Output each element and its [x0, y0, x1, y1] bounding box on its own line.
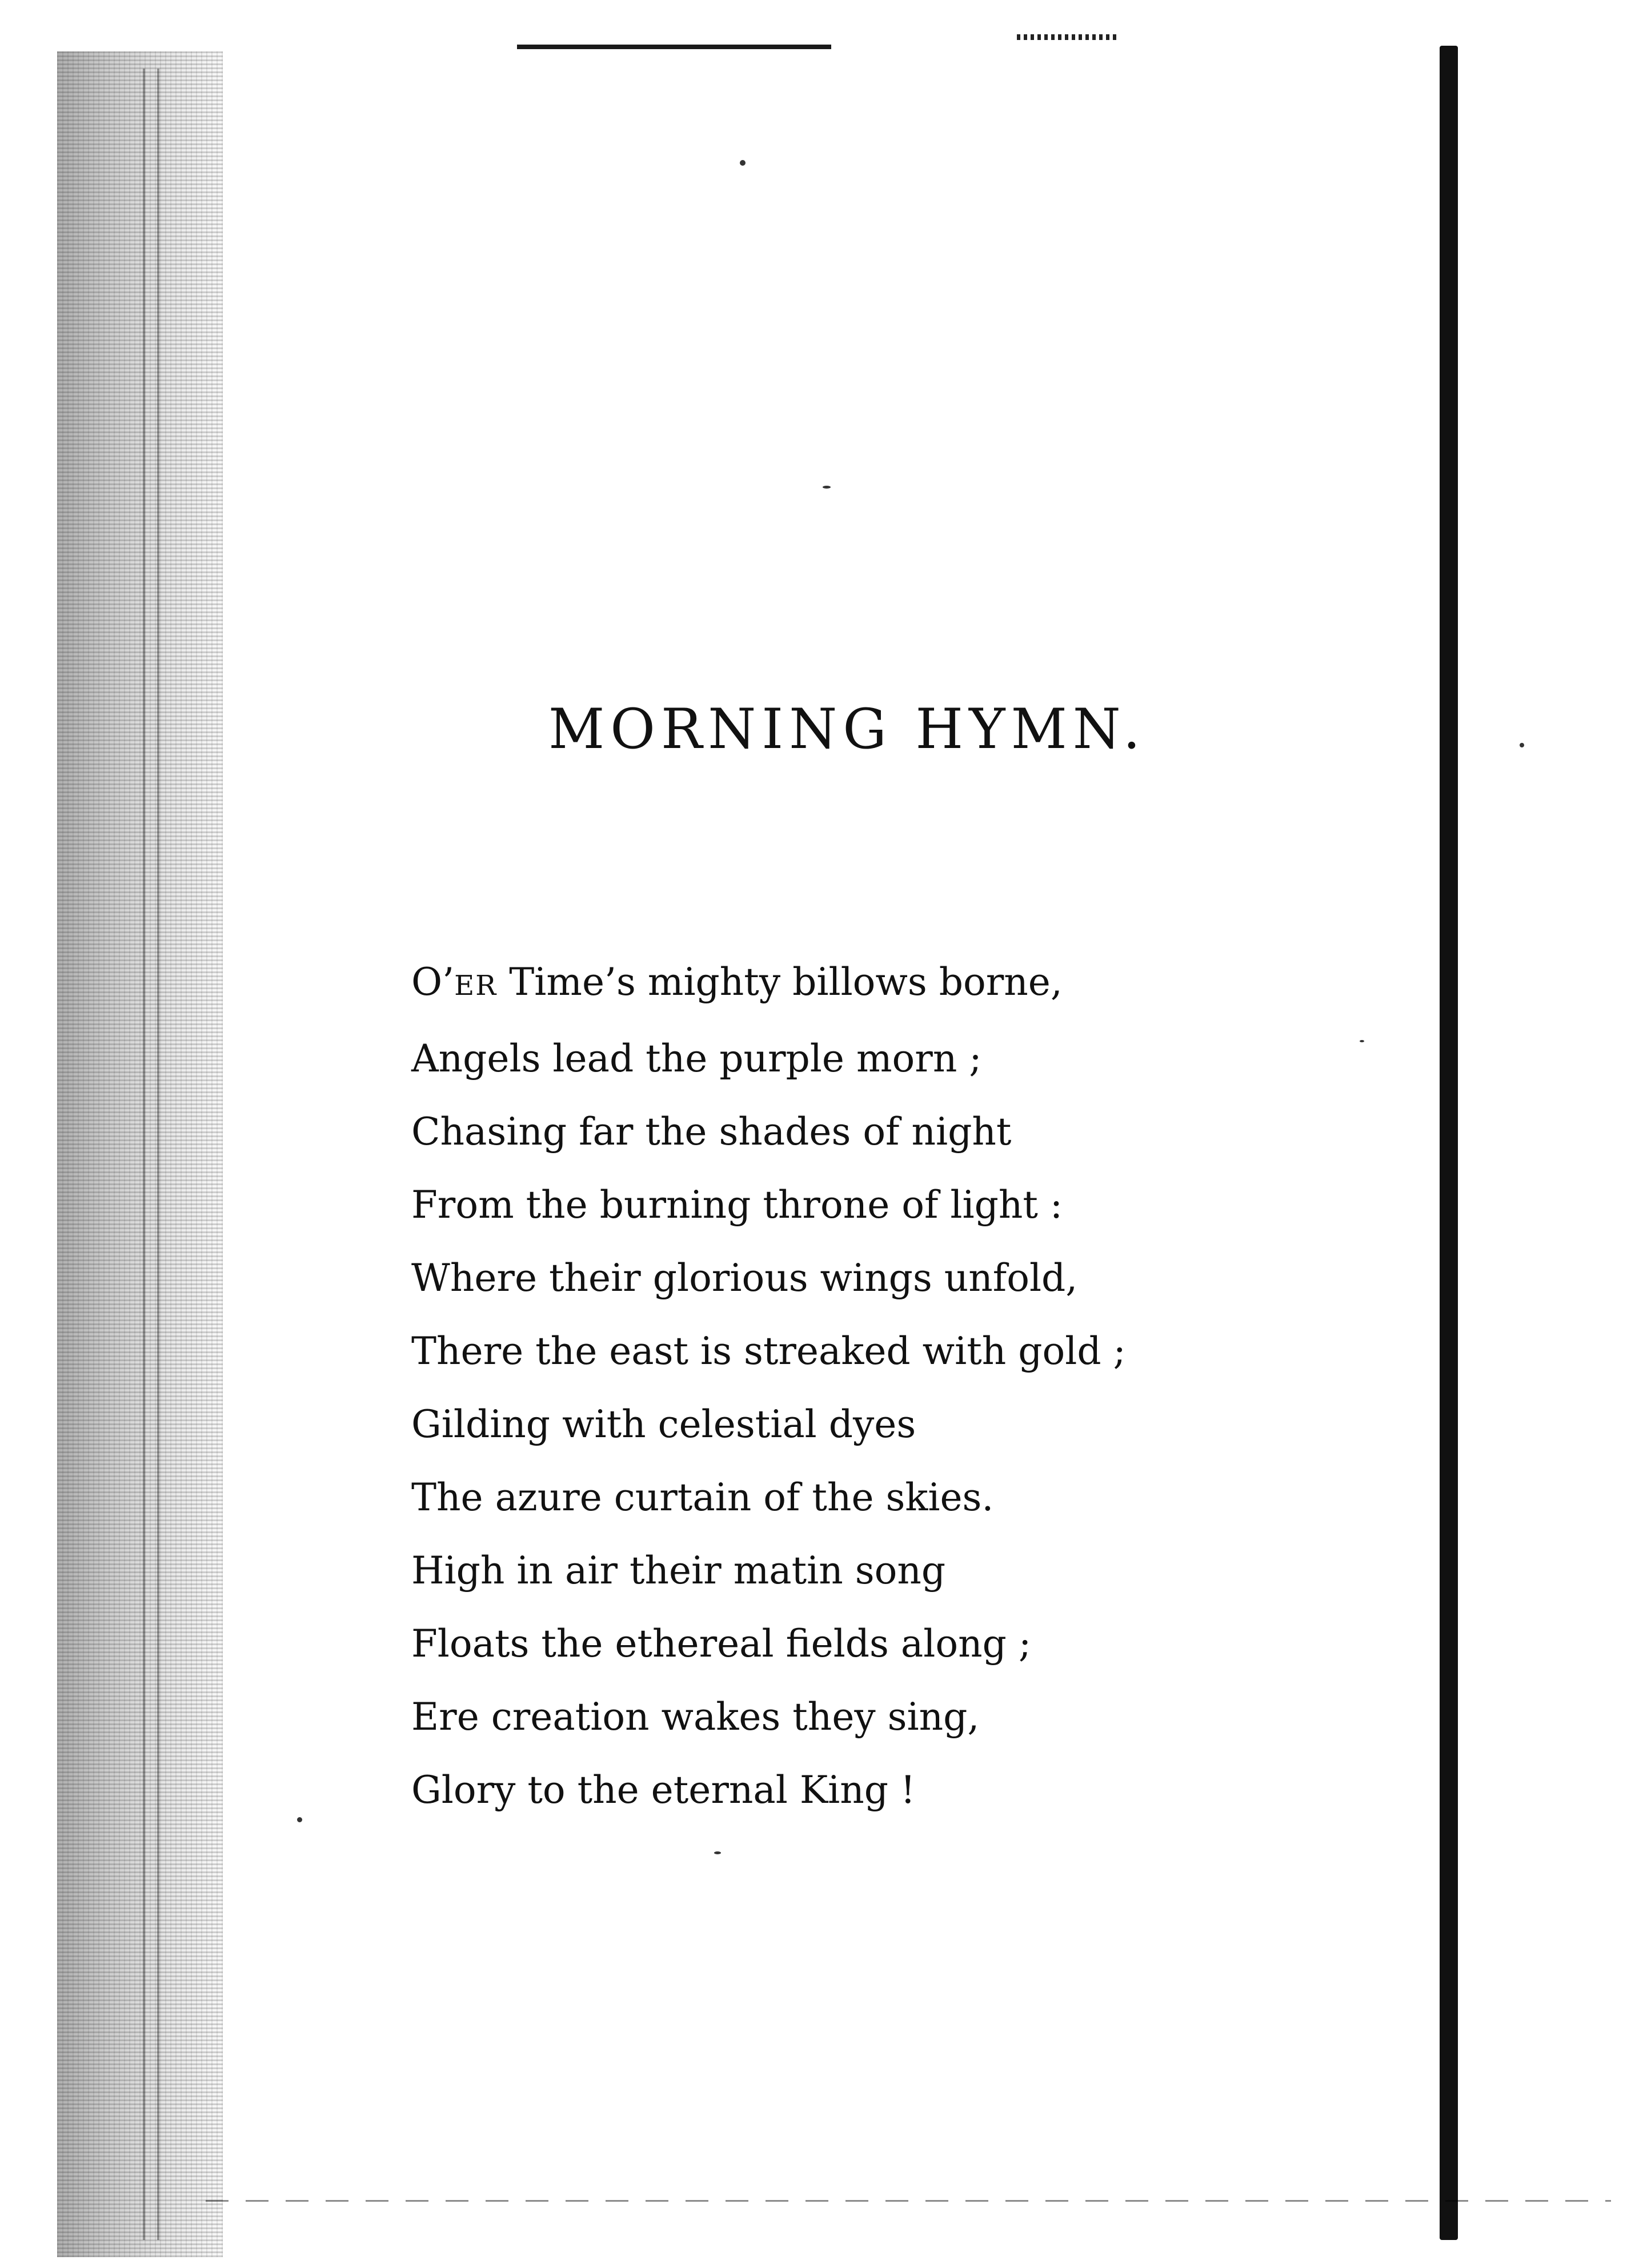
gutter-line — [157, 69, 159, 2240]
poem-line: Floats the ethereal fields along ; — [411, 1622, 1032, 1666]
top-rule — [517, 45, 831, 49]
binding-gutter — [57, 51, 223, 2257]
first-line-text: Time’s mighty billows borne, — [497, 960, 1063, 1004]
poem-line: Glory to the eternal King ! — [411, 1768, 916, 1812]
small-caps: ER — [454, 970, 498, 1002]
top-mark — [1017, 34, 1120, 40]
poem-line: Chasing far the shades of night — [411, 1110, 1012, 1154]
speck — [1360, 1040, 1364, 1042]
gutter-line — [143, 69, 145, 2240]
bottom-rule — [206, 2200, 1611, 2202]
page-title: MORNING HYMN. — [548, 697, 1147, 761]
speck — [297, 1817, 302, 1822]
poem-line: The azure curtain of the skies. — [411, 1475, 994, 1519]
poem-line — [411, 946, 1126, 1022]
poem — [411, 946, 1126, 1827]
poem-line: Gilding with celestial dyes — [411, 1402, 916, 1446]
speck — [740, 160, 746, 166]
speck — [714, 1851, 721, 1854]
speck — [823, 486, 831, 489]
poem-line: Where their glorious wings unfold, — [411, 1256, 1078, 1300]
right-edge-bar — [1440, 46, 1458, 2240]
poem-line: High in air their matin song — [411, 1549, 946, 1593]
poem-line: There the east is streaked with gold ; — [411, 1329, 1126, 1373]
poem-line: Angels lead the purple morn ; — [411, 1037, 982, 1081]
poem-line: From the burning throne of light : — [411, 1183, 1063, 1227]
speck — [1520, 743, 1524, 747]
drop-initial: O’ — [411, 960, 455, 1004]
poem-line: Ere creation wakes they sing, — [411, 1695, 980, 1739]
